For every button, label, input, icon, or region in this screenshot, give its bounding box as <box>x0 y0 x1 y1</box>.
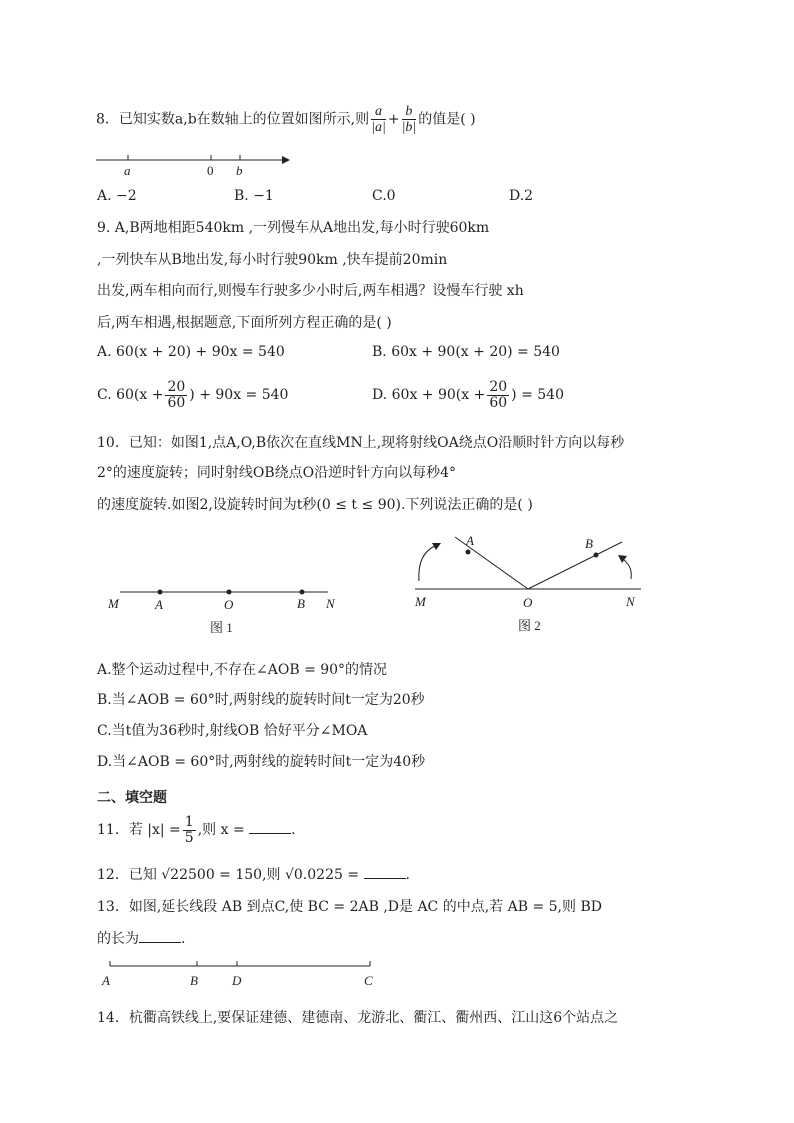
q8-frac-b <box>402 104 417 135</box>
q14-line1: 14．杭衢高铁线上,要保证建德、建德南、龙游北、衢江、衢州西、江山这6个站点之 <box>97 1010 619 1026</box>
q13-line2 <box>97 928 185 948</box>
q8-frac-b-den: |b| <box>401 120 417 135</box>
q11-frac-num: 1 <box>184 813 194 830</box>
fig2-caption: 图 2 <box>518 618 541 633</box>
q11 <box>97 813 296 847</box>
q8-frac-a <box>371 104 386 135</box>
q11-frac-den: 5 <box>184 829 194 846</box>
q8-axis-label-a: a <box>124 163 131 178</box>
q13-answer-blank[interactable] <box>139 930 181 943</box>
q10-option-d: D.当∠AOB = 60°时,两射线的旋转时间t一定为40秒 <box>97 754 426 770</box>
q10-line1: 10．已知：如图1,点A,O,B依次在直线MN上,现将射线OA绕点O沿顺时针方向以每秒 <box>97 435 625 451</box>
fig2-label-b: B <box>585 536 593 551</box>
q10-figure-2 <box>405 525 655 640</box>
q11-end: . <box>291 822 296 838</box>
q13-label-b: B <box>190 973 198 988</box>
q9-line4: 后,两车相遇,根据题意,下面所列方程正确的是( ) <box>97 315 392 331</box>
q13-line1: 13．如图,延长线段 AB 到点C,使 BC = 2AB ,D是 AC 的中点,若 AB = 5,则 BD <box>97 899 602 915</box>
q9-option-c-frac-den: 60 <box>167 394 186 411</box>
q10-option-a: A.整个运动过程中,不存在∠AOB = 90°的情况 <box>97 662 388 678</box>
q9-option-c-frac-num: 20 <box>167 378 186 395</box>
fig1-label-a: A <box>155 597 163 612</box>
q11-post: ,则 x = <box>197 822 245 838</box>
q8-number-line <box>90 150 310 180</box>
q8-stem <box>96 104 476 135</box>
q13-label-a: A <box>102 973 110 988</box>
q9-line2: ,一列快车从B地出发,每小时行驶90km ,快车提前20min <box>97 252 448 268</box>
q13-line2-text: 的长为 <box>97 931 139 947</box>
q12-answer-blank[interactable] <box>364 866 406 879</box>
q13-segment-figure <box>98 958 388 994</box>
q10-option-b: B.当∠AOB = 60°时,两射线的旋转时间t一定为20秒 <box>97 692 425 708</box>
q11-frac <box>183 815 196 846</box>
fig1-caption: 图 1 <box>210 620 233 635</box>
q9-option-c <box>97 377 288 413</box>
fig1-label-o: O <box>224 597 234 612</box>
q8-option-a: A. −2 <box>97 188 137 204</box>
fig1-label-n: N <box>326 596 335 611</box>
q11-answer-blank[interactable] <box>249 821 291 834</box>
q9-option-d-post: ) = 540 <box>511 387 564 403</box>
q12-text: 12．已知 √22500 = 150,则 √0.0225 = <box>97 867 360 883</box>
q8-frac-a-num: a <box>371 104 386 120</box>
q10-figure-1 <box>100 580 350 640</box>
q13-label-c: C <box>364 973 373 988</box>
q9-option-d-pre: D. 60x + 90(x + <box>372 387 486 403</box>
q8-frac-b-num: b <box>402 104 417 120</box>
q8-axis-label-b: b <box>236 163 243 178</box>
q8-stem-tail: 的值是( ) <box>418 111 476 128</box>
q13-end: . <box>181 931 186 947</box>
q8-axis-label-zero: 0 <box>207 163 214 178</box>
q10-line3: 的速度旋转.如图2,设旋转时间为t秒(0 ≤ t ≤ 90).下列说法正确的是( ) <box>97 497 533 513</box>
q11-pre: 11．若 |x| = <box>97 822 181 838</box>
q9-line1: 9. A,B两地相距540km ,一列慢车从A地出发,每小时行驶60km <box>97 220 490 236</box>
fig1-label-m: M <box>108 596 119 611</box>
fig2-label-a: A <box>466 533 474 548</box>
fig1-label-b: B <box>297 596 305 611</box>
q9-option-d-frac-den: 60 <box>489 394 508 411</box>
q8-frac-a-den: |a| <box>371 120 386 135</box>
q8-stem-text: 8．已知实数a,b在数轴上的位置如图所示,则 <box>96 111 370 128</box>
q8-option-d: D.2 <box>509 188 534 204</box>
q9-option-d-frac <box>487 380 509 411</box>
q8-option-c: C.0 <box>372 188 396 204</box>
q9-option-b: B. 60x + 90(x + 20) = 540 <box>372 344 560 360</box>
q9-option-a: A. 60(x + 20) + 90x = 540 <box>97 344 285 360</box>
fig2-label-m: M <box>415 594 426 609</box>
q9-option-c-post: ) + 90x = 540 <box>189 387 289 403</box>
q9-option-c-frac <box>165 380 187 411</box>
q10-line2: 2°的速度旋转；同时射线OB绕点O沿逆时针方向以每秒4° <box>97 465 457 481</box>
fig2-label-o: O <box>523 595 533 610</box>
q8-option-b: B. −1 <box>234 188 274 204</box>
q12-end: . <box>405 867 410 883</box>
q12 <box>97 864 410 884</box>
section-title: 二、填空题 <box>97 790 167 806</box>
fig2-label-n: N <box>626 594 635 609</box>
q9-option-d-frac-num: 20 <box>489 378 508 395</box>
q9-option-c-pre: C. 60(x + <box>97 387 164 403</box>
q9-option-d <box>372 377 564 413</box>
q13-label-d: D <box>232 973 242 988</box>
q9-line3: 出发,两车相向而行,则慢车行驶多少小时后,两车相遇？设慢车行驶 xh <box>97 283 524 299</box>
q10-option-c: C.当t值为36秒时,射线OB 恰好平分∠MOA <box>97 723 368 739</box>
q8-plus: + <box>387 111 400 128</box>
